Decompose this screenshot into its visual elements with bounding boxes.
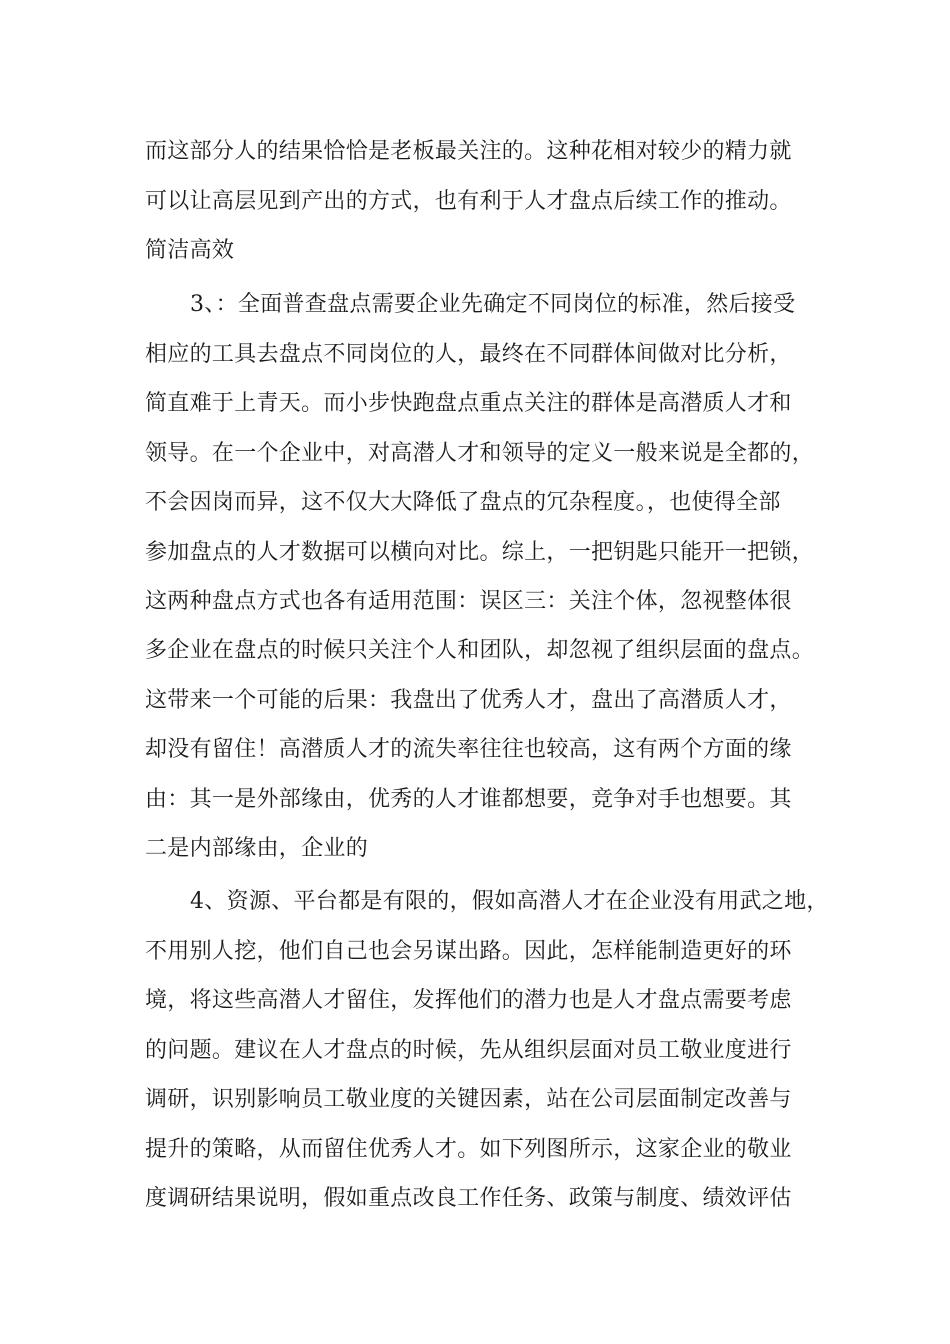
text-line: 简直难于上青天。而小步快跑盘点重点关注的群体是高潜质人才和 (145, 391, 792, 416)
text-line: 相应的工具去盘点不同岗位的人，最终在不同群体间做对比分析， (145, 342, 792, 367)
paragraph-start-line: 4、资源、平台都是有限的，假如高潜人才在企业没有用武之地， (190, 889, 829, 914)
text-line: 的问题。建议在人才盘点的时候，先从组织层面对员工敬业度进行 (145, 1038, 792, 1063)
text-line: 调研，识别影响员工敬业度的关键因素，站在公司层面制定改善与 (145, 1087, 792, 1112)
text-line: 度调研结果说明，假如重点改良工作任务、政策与制度、绩效评估 (145, 1186, 792, 1211)
text-line: 提升的策略，从而留住优秀人才。如下列图所示，这家企业的敬业 (145, 1137, 792, 1162)
text-line: 简洁高效 (145, 238, 235, 263)
text-line: 多企业在盘点的时候只关注个人和团队，却忽视了组织层面的盘点。 (145, 638, 815, 663)
text-line: 而这部分人的结果恰恰是老板最关注的。这种花相对较少的精力就 (145, 139, 792, 164)
text-line: 二是内部缘由，企业的 (145, 836, 369, 861)
text-line: 由：其一是外部缘由，优秀的人才谁都想要，竞争对手也想要。其 (145, 787, 792, 812)
text-line: 参加盘点的人才数据可以横向对比。综上，一把钥匙只能开一把锁， (145, 540, 815, 565)
text-line: 这带来一个可能的后果：我盘出了优秀人才，盘出了高潜质人才， (145, 688, 792, 713)
text-line: 可以让高层见到产出的方式，也有利于人才盘点后续工作的推动。 (145, 189, 792, 214)
text-line: 境，将这些高潜人才留住，发挥他们的潜力也是人才盘点需要考虑 (145, 988, 792, 1013)
text-line: 却没有留住！高潜质人才的流失率往往也较高，这有两个方面的缘 (145, 737, 792, 762)
paragraph-start-line: 3、：全面普查盘点需要企业先确定不同岗位的标准，然后接受 (190, 292, 796, 317)
text-line: 不用别人挖，他们自己也会另谋出路。因此，怎样能制造更好的环 (145, 939, 792, 964)
text-line: 这两种盘点方式也各有适用范围：误区三：关注个体，忽视整体很 (145, 589, 792, 614)
text-line: 领导。在一个企业中，对高潜人才和领导的定义一般来说是全都的， (145, 441, 815, 466)
text-line: 不会因岗而异，这不仅大大降低了盘点的冗杂程度。，也使得全部 (145, 490, 781, 515)
